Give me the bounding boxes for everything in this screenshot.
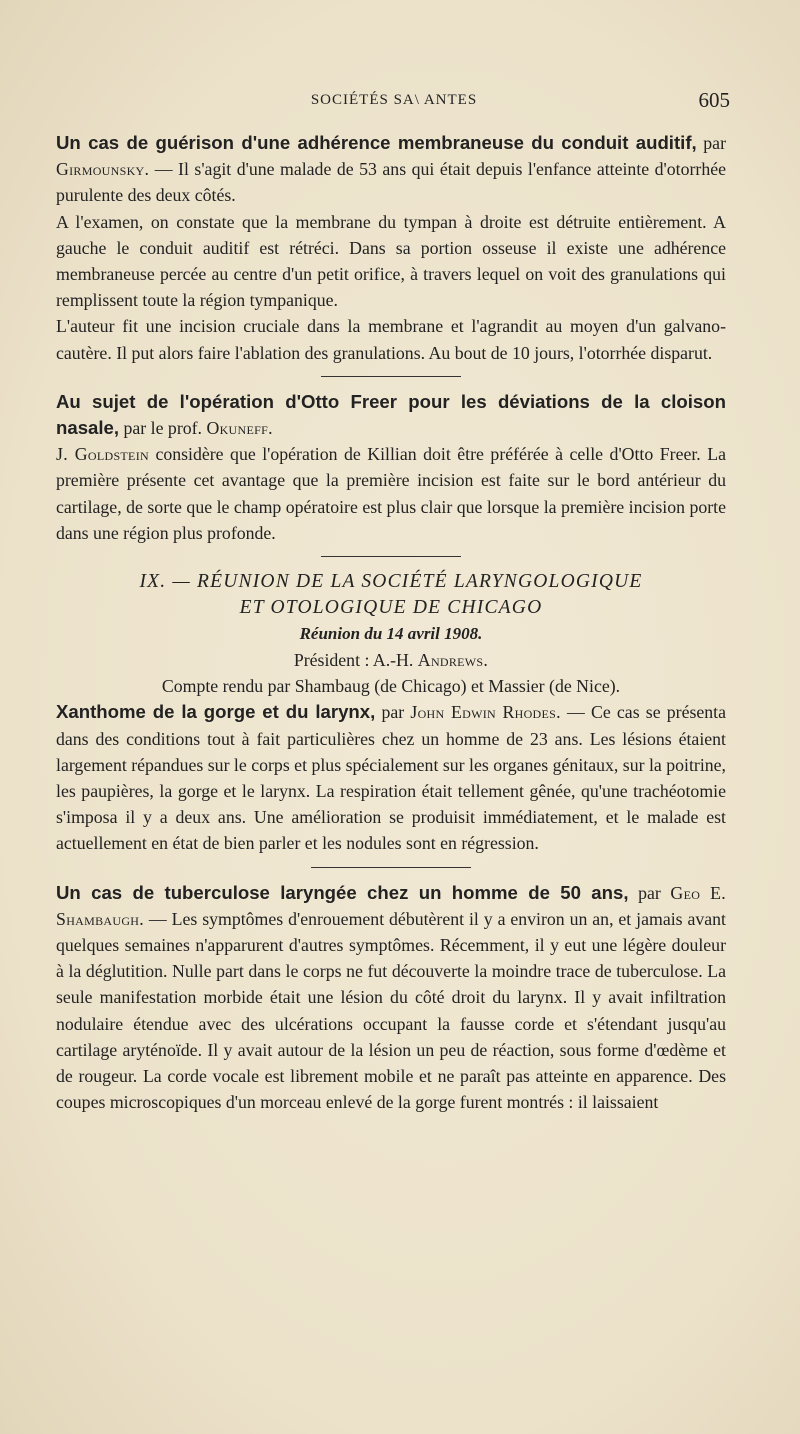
article-3-author: John Edwin Rhodes. (410, 702, 561, 723)
article-2-title: Au sujet de l'opération d'Otto Freer pour les déviations de la cloison nasale, (56, 390, 726, 439)
article-3-paragraph (56, 699, 726, 856)
article-body (56, 130, 726, 1116)
article-1-paragraph-3: L'auteur fit une incision cruciale dans la membrane et l'agrandit au moyen d'un galvano-cautère. Il put alors faire l'ablation des granulations. Au bout de 10 jours, l'otorrhée disparut. (56, 316, 726, 363)
page-number: 605 (698, 88, 730, 112)
article-2-by: par le prof. (119, 418, 207, 439)
article-3-title: Xanthome de la gorge et du larynx, (56, 701, 376, 723)
separator-rule (321, 376, 461, 377)
article-3-by: par (375, 702, 411, 723)
article-2-text: considère que l'opération de Killian doit être préférée à celle d'Otto Freer. La première présente cet avantage que la première incision est faite sur le bord antérieur du cartilage, de sorte que le champ opératoire est plus clair que lorsque la première incision porte dans une région plus profonde. (56, 444, 726, 543)
article-4-paragraph (56, 880, 726, 1116)
meeting-date: Réunion du 14 avril 1908. (299, 624, 483, 644)
article-1-paragraph-2: A l'examen, on constate que la membrane du tympan à droite est détruite entièrement. A gauche le conduit auditif est rétréci. Dans sa portion osseuse il existe une adhérence membraneuse percée au centre d'un petit orifice, à travers lequel on voit des granulations qui remplissent toute la région tympanique. (56, 211, 726, 311)
article-2-first-paragraph (56, 389, 726, 441)
separator-rule (311, 867, 471, 868)
article-2-paragraph (56, 441, 726, 546)
president-line (56, 647, 726, 673)
running-head: SOCIÉTÉS SA\ ANTES (310, 92, 478, 108)
article-2-commenter: J. Goldstein (56, 444, 149, 465)
separator-rule (321, 556, 461, 557)
article-1-by: par (696, 133, 726, 153)
article-1-author: Girmounsky. (56, 159, 150, 180)
article-4-text: — Les symptômes d'enrouement débutèrent il y a environ un an, et jamais avant quelques semaines n'apparurent d'autres symptômes. Récemment, il y eut une légère douleur à la déglutition. Nulle part dans le corps ne fut découverte la moindre trace de tuberculose. La seule manifestation morbide était une lésion du côté droit du larynx. Il y avait infiltration nodulaire étendue avec des ulcérations occupant la fausse corde et s'étendant jusqu'au cartilage aryténoïde. Il y avait autour de la lésion un peu de réaction, sous forme d'œdème et de rougeur. La corde vocale est librement mobile et ne paraît pas atteinte en apparence. Des coupes microscopiques d'un morceau enlevé de la gorge furent montrés : il laissaient (56, 908, 726, 1113)
president-name: Andrews. (417, 650, 489, 671)
section-heading-line-2: ET OTOLOGIQUE DE CHICAGO (239, 597, 543, 619)
article-2-author: Okuneff. (206, 418, 273, 439)
article-1-text: — Il s'agit d'une malade de 53 ans qui était depuis l'enfance atteinte d'otorrhée purulente des deux côtés. (56, 159, 726, 206)
article-4-title: Un cas de tuberculose laryngée chez un homme de 50 ans, (56, 881, 629, 903)
article-4-by: par (628, 882, 671, 903)
article-4-author: Geo E. Shambaugh. (56, 882, 726, 929)
report-line: Compte rendu par Shambaug (de Chicago) et Massier (de Nice). (161, 676, 621, 697)
article-3-text: — Ce cas se présenta dans des conditions tout à fait particulières chez un homme de 23 ans. Les lésions étaient largement répandues sur le corps et plus spécialement sur les organes génitaux, sur la poitrine, les paupières, la gorge et le larynx. La respiration était tellement gênée, qu'une trachéotomie s'imposa il y a deux ans. Une amélioration se produisit immédiatement, et le malade est actuellement en état de bien parler et les nodules sont en régression. (56, 702, 727, 854)
president-label: Président : A.-H. (293, 650, 418, 671)
article-1-first-paragraph (56, 130, 726, 209)
article-1-title: Un cas de guérison d'une adhérence membraneuse du conduit auditif, (56, 132, 697, 153)
section-heading-line-1: IX. — RÉUNION DE LA SOCIÉTÉ LARYNGOLOGIQUE (139, 571, 643, 593)
page-header (58, 88, 730, 114)
